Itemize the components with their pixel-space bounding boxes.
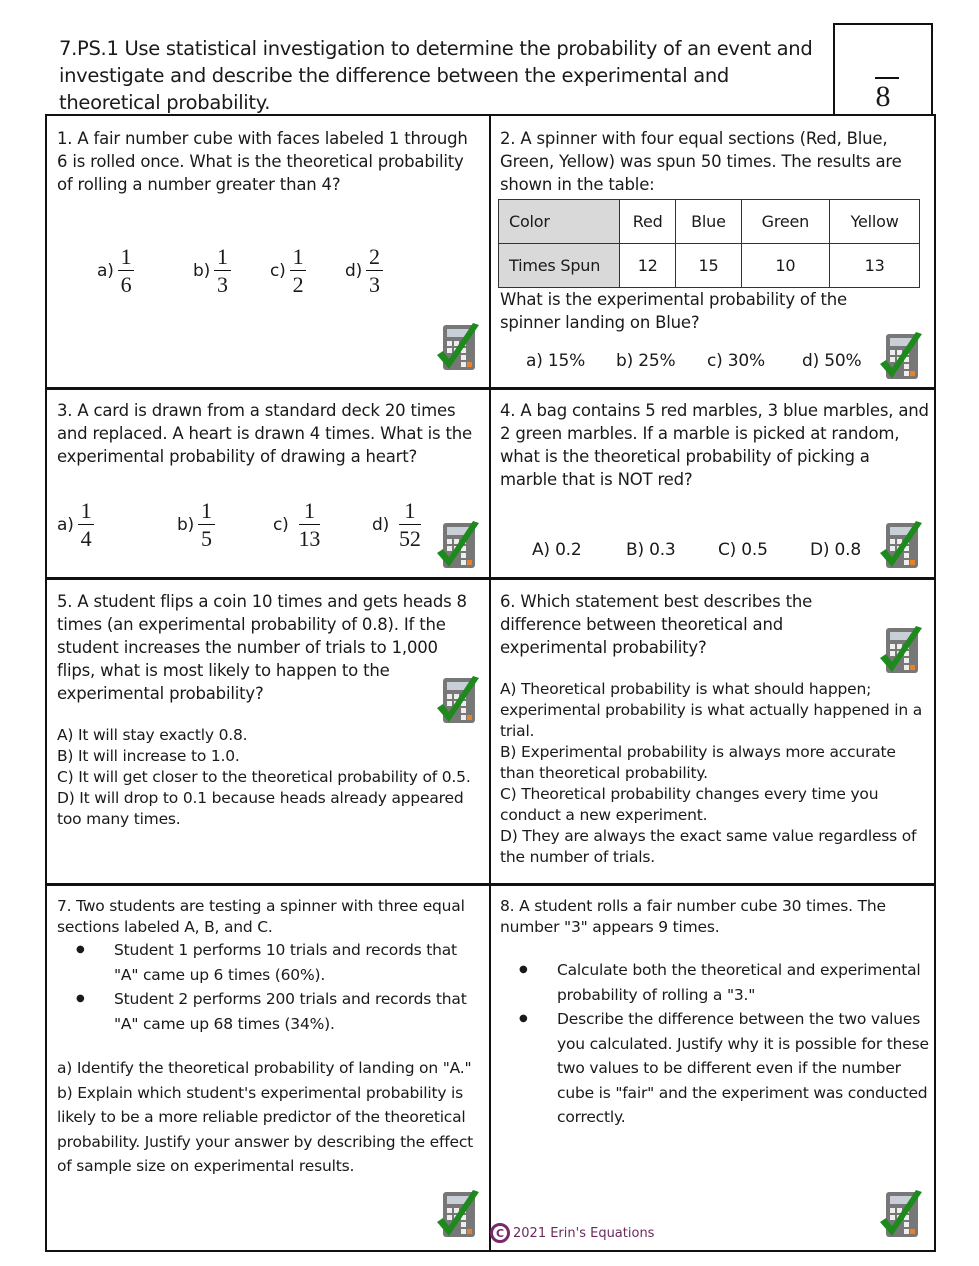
question-text: 8. A student rolls a fair number cube 30 times. The number "3" appears 9 times.	[500, 897, 886, 936]
calculator-check-icon	[435, 674, 481, 726]
table-row	[499, 200, 920, 244]
fraction: $\frac{1}{2}$	[290, 245, 307, 297]
question-text: 5. A student flips a coin 10 times and gets heads 8 times (an experimental probability of 0.8). If the student increases the number of trials to 1,000 flips, what is most likely to happen to the experimental probability?	[57, 592, 467, 703]
option-d[interactable]: D) It will drop to 0.1 because heads already appeared too many times.	[57, 789, 464, 828]
calculator-check-icon	[435, 321, 481, 373]
option-a[interactable]: a) 15%	[526, 351, 586, 371]
question-text: 6. Which statement best describes the difference between theoretical and experimental probability?	[500, 592, 813, 657]
option-c[interactable]: c) 30%	[707, 351, 765, 371]
option-b[interactable]: b) $\frac{1}{3}$	[193, 245, 231, 297]
option-b[interactable]: B) Experimental probability is always more accurate than theoretical probability.	[500, 743, 896, 782]
question-7	[57, 896, 482, 1246]
question-8	[500, 896, 930, 1246]
calculator-check-icon	[435, 519, 481, 571]
calculator-check-icon	[878, 330, 924, 382]
question-text: 7. Two students are testing a spinner with three equal sections labeled A, B, and C.	[57, 897, 465, 936]
option-d[interactable]: d) 50%	[802, 351, 862, 371]
option-c[interactable]: c) $\frac{1}{2}$	[270, 245, 306, 297]
calculator-check-icon	[435, 1188, 481, 1240]
option-a[interactable]: A) Theoretical probability is what should happen; experimental probability is what actually happened in a trial.	[500, 680, 923, 740]
fraction: $\frac{1}{5}$	[198, 499, 215, 551]
option-c[interactable]: C) 0.5	[718, 540, 768, 560]
fraction: $\frac{2}{3}$	[366, 245, 383, 297]
row-divider	[47, 387, 934, 390]
row-divider	[47, 577, 934, 580]
table-cell: 13	[830, 244, 920, 288]
bullet-list	[57, 938, 482, 1036]
part-b: b) Explain which student's experimental probability is likely to be a more reliable predictor of the theoretical probability. Justify your answer by describing the effect of sample size on experimental results.	[57, 1083, 474, 1175]
answer-options	[500, 679, 930, 868]
list-item: ● Student 2 performs 200 trials and records that "A" came up 68 times (34%).	[57, 987, 482, 1036]
calculator-check-icon	[878, 519, 924, 571]
copyright-icon: C	[490, 1223, 510, 1243]
fraction: $\frac{1}{13}$	[298, 498, 321, 552]
fraction: $\frac{1}{6}$	[118, 245, 135, 297]
option-c[interactable]: C) It will get closer to the theoretical probability of 0.5.	[57, 768, 471, 786]
list-item: ● Describe the difference between the two values you calculated. Justify why it is possible for these two values to be different even if the number cube is "fair" and the experiment was conducted correctly.	[500, 1007, 930, 1130]
question-text: 1. A fair number cube with faces labeled 1 through 6 is rolled once. What is the theoretical probability of rolling a number greater than 4?	[57, 129, 468, 194]
question-text: 3. A card is drawn from a standard deck 20 times and replaced. A heart is drawn 4 times. What is the experimental probability of drawing a heart?	[57, 401, 472, 466]
table-cell: 12	[620, 244, 676, 288]
option-a[interactable]: a) $\frac{1}{4}$	[57, 499, 94, 551]
table-cell: Yellow	[830, 200, 920, 244]
copyright-notice	[490, 1223, 654, 1243]
score-blank-line[interactable]	[875, 77, 899, 79]
option-d[interactable]: D) 0.8	[810, 540, 861, 560]
score-total: 8	[875, 80, 891, 113]
option-a[interactable]: A) It will stay exactly 0.8.	[57, 726, 248, 744]
score-box	[833, 23, 933, 115]
table-cell: Green	[741, 200, 830, 244]
table-row-header: Color	[499, 200, 620, 244]
fraction: $\frac{1}{4}$	[78, 499, 95, 551]
spinner-results-table	[498, 199, 920, 288]
question-text: 2. A spinner with four equal sections (Red, Blue, Green, Yellow) was spun 50 times. The results are shown in the table:	[500, 129, 902, 194]
option-a[interactable]: A) 0.2	[532, 540, 582, 560]
answer-options	[57, 725, 472, 830]
fraction: $\frac{1}{52}$	[399, 498, 421, 552]
question-3	[57, 399, 482, 577]
option-c[interactable]: C) Theoretical probability changes every time you conduct a new experiment.	[500, 785, 879, 824]
row-divider	[47, 883, 934, 886]
option-b[interactable]: b) 25%	[616, 351, 676, 371]
column-divider	[489, 116, 491, 1250]
table-cell: Blue	[676, 200, 741, 244]
option-d[interactable]: d) $\frac{2}{3}$	[345, 245, 383, 297]
question-2	[500, 127, 930, 385]
list-item: ● Student 1 performs 10 trials and records that "A" came up 6 times (60%).	[57, 938, 482, 987]
question-text: 4. A bag contains 5 red marbles, 3 blue marbles, and 2 green marbles. If a marble is picked at random, what is the theoretical probability of picking a marble that is NOT red?	[500, 401, 929, 489]
calculator-check-icon	[878, 1188, 924, 1240]
option-d[interactable]: d) $\frac{1}{52}$	[372, 498, 421, 552]
bullet-list	[500, 958, 930, 1130]
question-followup: What is the experimental probability of the spinner landing on Blue?	[500, 290, 847, 332]
copyright-text: 2021 Erin's Equations	[513, 1225, 655, 1241]
table-cell: 10	[741, 244, 830, 288]
option-b[interactable]: B) It will increase to 1.0.	[57, 747, 240, 765]
option-d[interactable]: D) They are always the exact same value regardless of the number of trials.	[500, 827, 917, 866]
list-item: ● Calculate both the theoretical and experimental probability of rolling a "3."	[500, 958, 930, 1007]
question-6	[500, 590, 930, 880]
fraction: $\frac{1}{3}$	[214, 245, 231, 297]
question-5	[57, 590, 472, 880]
option-b[interactable]: B) 0.3	[626, 540, 676, 560]
question-grid	[45, 114, 936, 1252]
standard-description: 7.PS.1 Use statistical investigation to determine the probability of an event and investigate and describe the difference between the experimental and theoretical probability.	[59, 37, 813, 114]
calculator-check-icon	[878, 624, 924, 676]
table-row	[499, 244, 920, 288]
option-b[interactable]: b) $\frac{1}{5}$	[177, 499, 215, 551]
table-cell: 15	[676, 244, 741, 288]
option-c[interactable]: c) $\frac{1}{13}$	[273, 498, 321, 552]
table-cell: Red	[620, 200, 676, 244]
question-1	[57, 127, 482, 385]
option-a[interactable]: a) $\frac{1}{6}$	[97, 245, 134, 297]
part-a: a) Identify the theoretical probability of landing on "A."	[57, 1059, 472, 1077]
question-4	[500, 399, 930, 577]
table-row-header: Times Spun	[499, 244, 620, 288]
